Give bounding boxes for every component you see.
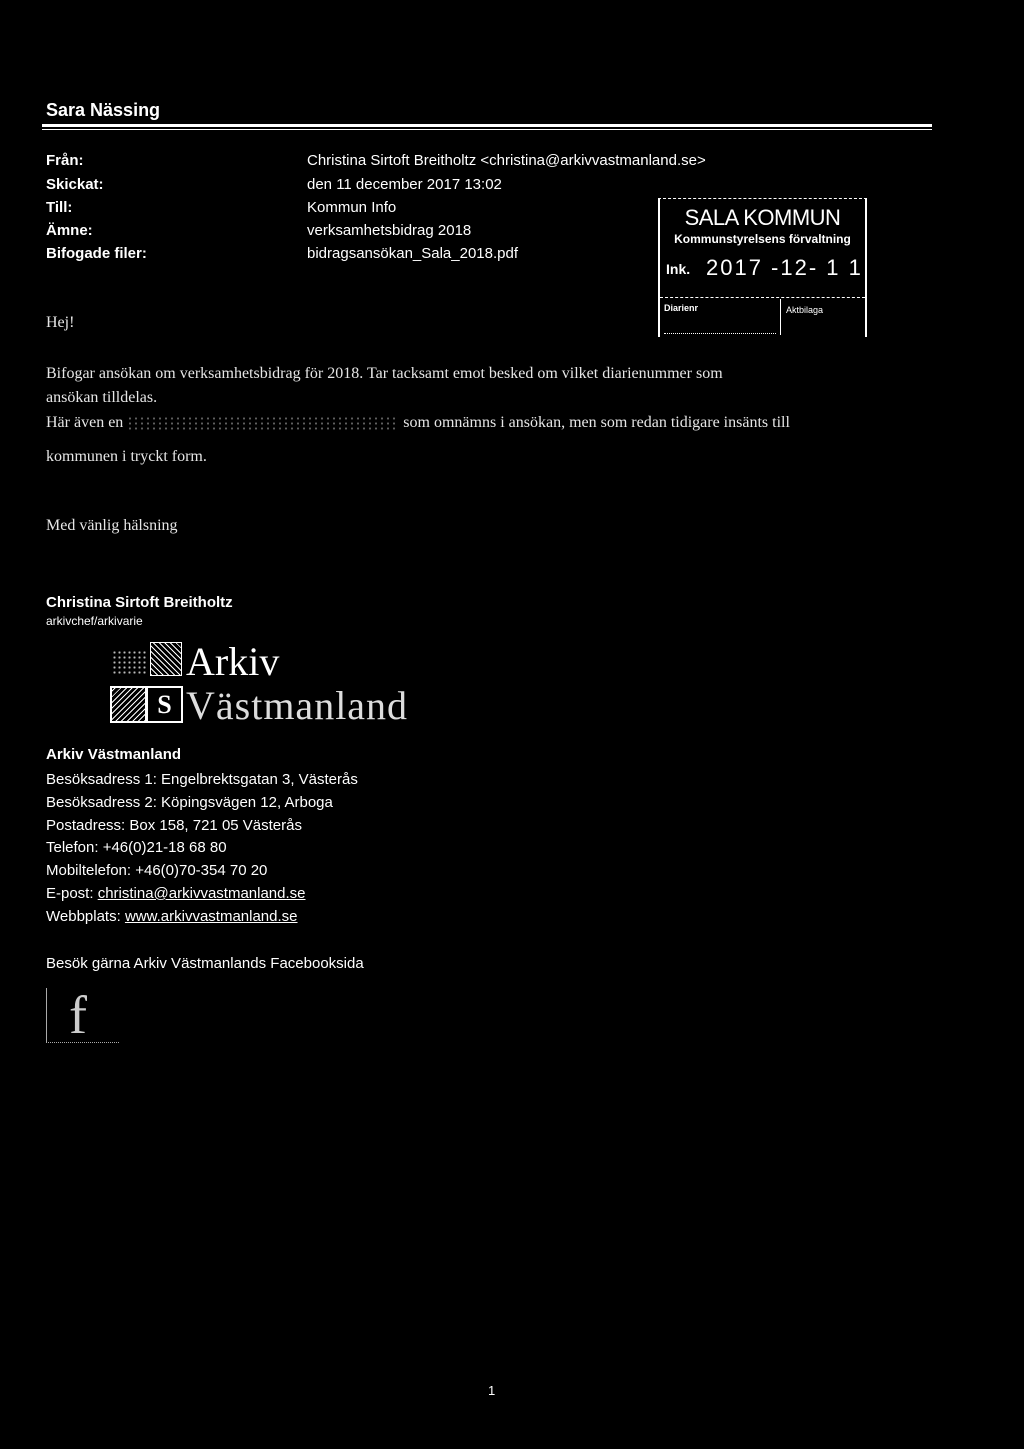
signature-title: arkivchef/arkivarie [46, 614, 143, 628]
logo-emblem-left [110, 686, 147, 723]
facebook-text: Besök gärna Arkiv Västmanlands Facebooksida [46, 955, 364, 972]
illegible-link[interactable] [127, 416, 399, 430]
stamp-title: SALA KOMMUN [684, 205, 841, 230]
phone: Telefon: +46(0)21-18 68 80 [46, 839, 227, 856]
website-line [46, 908, 298, 925]
signature-name: Christina Sirtoft Breitholtz [46, 594, 233, 611]
logo-text-vastmanland: Västmanland [186, 683, 409, 728]
closing: Med vänlig hälsning [46, 517, 178, 534]
body-line-3 [46, 414, 790, 432]
attachment-link[interactable]: bidragsansökan_Sala_2018.pdf [307, 245, 519, 262]
facebook-icon[interactable] [46, 985, 119, 1045]
website-link[interactable]: www.arkivvastmanland.se [124, 908, 298, 925]
from-label: Från: [46, 152, 84, 169]
facebook-glyph: f [69, 985, 87, 1045]
attachments-label: Bifogade filer: [46, 245, 147, 262]
email-label: E-post: [46, 885, 98, 902]
stamp-aktbilaga-label: Aktbilaga [786, 305, 824, 315]
header-rule [42, 124, 932, 127]
visit-address-1: Besöksadress 1: Engelbrektsgatan 3, Västerås [46, 771, 358, 788]
stamp-diarienr-label: Diarienr [664, 303, 699, 313]
logo-emblem-monogram: S [146, 686, 183, 723]
to-label: Till: [46, 199, 73, 216]
email-link[interactable]: christina@arkivvastmanland.se [97, 885, 306, 902]
stamp-ink-label: Ink. [666, 261, 691, 277]
mobile-phone: Mobiltelefon: +46(0)70-354 70 20 [46, 862, 268, 879]
from-value: Christina Sirtoft Breitholtz <christina@arkivvastmanland.se> [307, 152, 706, 169]
website-label: Webbplats: [46, 908, 125, 925]
to-value: Kommun Info [307, 199, 397, 216]
subject-value: verksamhetsbidrag 2018 [307, 222, 472, 239]
body-line-4: kommunen i tryckt form. [46, 448, 207, 465]
sent-label: Skickat: [46, 176, 104, 193]
received-stamp [658, 198, 867, 337]
email-line [46, 885, 306, 902]
logo-dots [112, 650, 146, 676]
subject-label: Ämne: [46, 222, 93, 239]
sender-name: Sara Nässing [46, 100, 161, 120]
postal-address: Postadress: Box 158, 721 05 Västerås [46, 817, 302, 834]
logo-text-arkiv: Arkiv [186, 639, 280, 684]
body-line-2: ansökan tilldelas. [46, 389, 158, 406]
body-line-3-end: som omnämns i ansökan, men som redan tidigare insänts till [403, 414, 790, 431]
visit-address-2: Besöksadress 2: Köpingsvägen 12, Arboga [46, 794, 333, 811]
sent-value: den 11 december 2017 13:02 [307, 176, 502, 193]
greeting: Hej! [46, 314, 75, 331]
page-number: 1 [488, 1383, 496, 1398]
body-line-3-start: Här även en [46, 414, 124, 431]
stamp-column-divider [780, 299, 781, 335]
stamp-bottom-line [664, 333, 776, 334]
contact-org: Arkiv Västmanland [46, 746, 182, 763]
stamp-subtitle: Kommunstyrelsens förvaltning [674, 232, 851, 246]
stamp-date: 2017 -12- 1 1 [706, 255, 863, 280]
logo-emblem-top [150, 642, 182, 676]
header-rule-thin [42, 129, 932, 130]
body-line-1: Bifogar ansökan om verksamhetsbidrag för 2018. Tar tacksamt emot besked om vilket diarienummer som [46, 365, 723, 382]
stamp-divider [660, 297, 865, 298]
